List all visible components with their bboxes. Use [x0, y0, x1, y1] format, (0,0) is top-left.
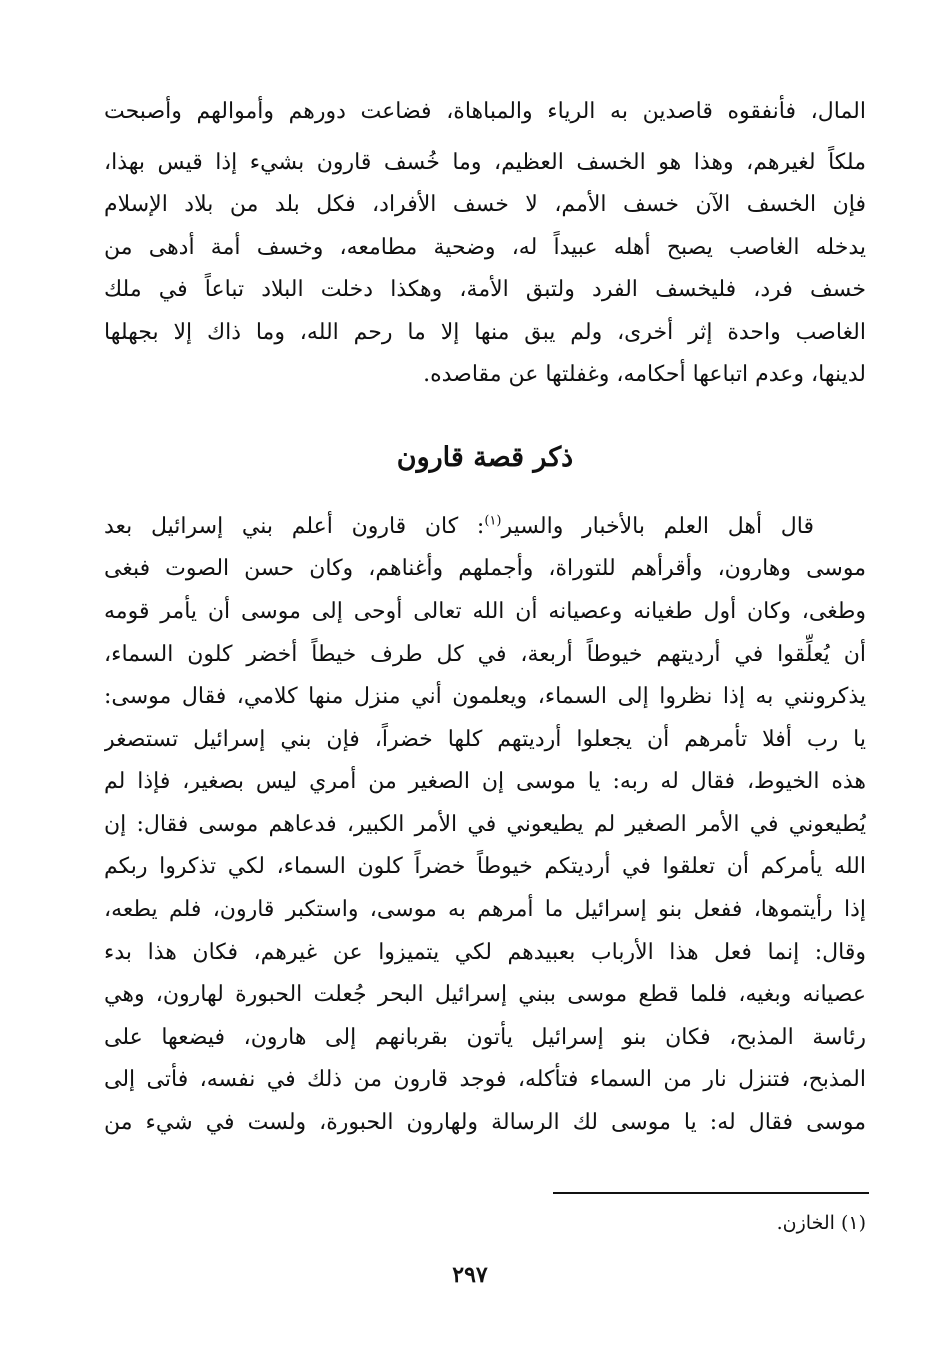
footnote: (١) الخازن. — [776, 1212, 866, 1234]
text-line: خسف فرد، فليخسف الفرد ولتبق الأمة، وهكذا دخلت البلاد تباعاً في ملك — [104, 277, 866, 302]
text-line: موسى فقال له: يا موسى لك الرسالة ولهارون الحبورة، ولست في شيء من — [104, 1110, 866, 1135]
section-heading: ذكر قصة قارون — [396, 442, 574, 473]
text-line: يذكرونني به إذا نظروا إلى السماء، ويعلمون أني منزل منها كلامي، فقال موسى: — [104, 684, 866, 709]
text-line: رئاسة المذبح، فكان بنو إسرائيل يأتون بقربانهم إلى هارون، فيضعها على — [104, 1025, 866, 1050]
text-line: لدينها، وعدم اتباعها أحكامه، وغفلتها عن مقاصده. — [423, 362, 866, 387]
text-line: موسى وهارون، وأقرأهم للتوراة، وأجملهم وأغناهم، وكان حسن الصوت فبغى — [104, 556, 866, 581]
text-line: المذبح، فتنزل نار من السماء فتأكله، فوجد قارون من ذلك في نفسه، فأتى إلى — [104, 1067, 866, 1092]
text-line: يُطيعوني في الأمر الصغير لم يطيعوني في الأمر الكبير، فدعاهم موسى فقال: إن — [104, 812, 866, 837]
text-line: الغاصب واحدة إثر أخرى، ولم يبق منها إلا ما رحم الله، وما ذاك إلا بجهلها — [104, 320, 866, 345]
text-line: وقال: إنما فعل هذا الأرباب بعبيدهم لكي يتميزوا عن غيرهم، فكان هذا بدء — [104, 940, 866, 965]
text-line: فإن الخسف الآن خسف الأمم، لا خسف الأفراد، فكل بلد من بلاد الإسلام — [104, 192, 866, 217]
text-line: الله يأمركم أن تعلقوا في أرديتكم خيوطاً خضراً كلون السماء، لكي تذكروا ربكم — [104, 854, 866, 879]
footnote-divider — [553, 1192, 869, 1194]
text-line: ملكاً لغيرهم، وهذا هو الخسف العظيم، وما خُسف قارون بشيء إذا قيس بهذا، — [104, 150, 866, 175]
text-line: وطغى، وكان أول طغيانه وعصيانه أن الله تعالى أوحى إلى موسى أن يأمر قومه — [104, 599, 866, 624]
footnote-marker: (١) — [484, 513, 502, 529]
text-line-first — [104, 505, 866, 549]
text-line: يا رب أفلا تأمرهم أن يجعلوا أرديتهم كلها خضراً، فإن بني إسرائيل تستصغر — [104, 727, 866, 752]
text-line: إذا رأيتموها، ففعل بنو إسرائيل ما أمرهم به موسى، واستكبر قارون، فلم يطعه، — [104, 897, 866, 922]
text-line: عصيانه وبغيه، فلما قطع موسى ببني إسرائيل البحر جُعلت الحبورة لهارون، وهي — [104, 982, 866, 1007]
text-line: المال، فأنفقوه قاصدين به الرياء والمباهاة، فضاعت دورهم وأموالهم وأصبحت — [104, 99, 866, 124]
text-segment: : كان قارون أعلم بني إسرائيل بعد — [104, 514, 485, 539]
page-number: ٢٩٧ — [452, 1262, 488, 1288]
text-segment: قال أهل العلم بالأخبار والسير — [501, 514, 814, 539]
text-line: هذه الخيوط، فقال له ربه: يا موسى إن الصغير من أمري ليس بصغير، فإذا لم — [104, 769, 866, 794]
text-line: يدخله الغاصب يصبح أهله عبيداً له، وضحية مطامعه، وخسف أمة أدهى من — [104, 235, 866, 260]
text-line: أن يُعلِّقوا في أرديتهم خيوطاً أربعة، في كل طرف خيطاً أخضر كلون السماء، — [104, 642, 866, 667]
